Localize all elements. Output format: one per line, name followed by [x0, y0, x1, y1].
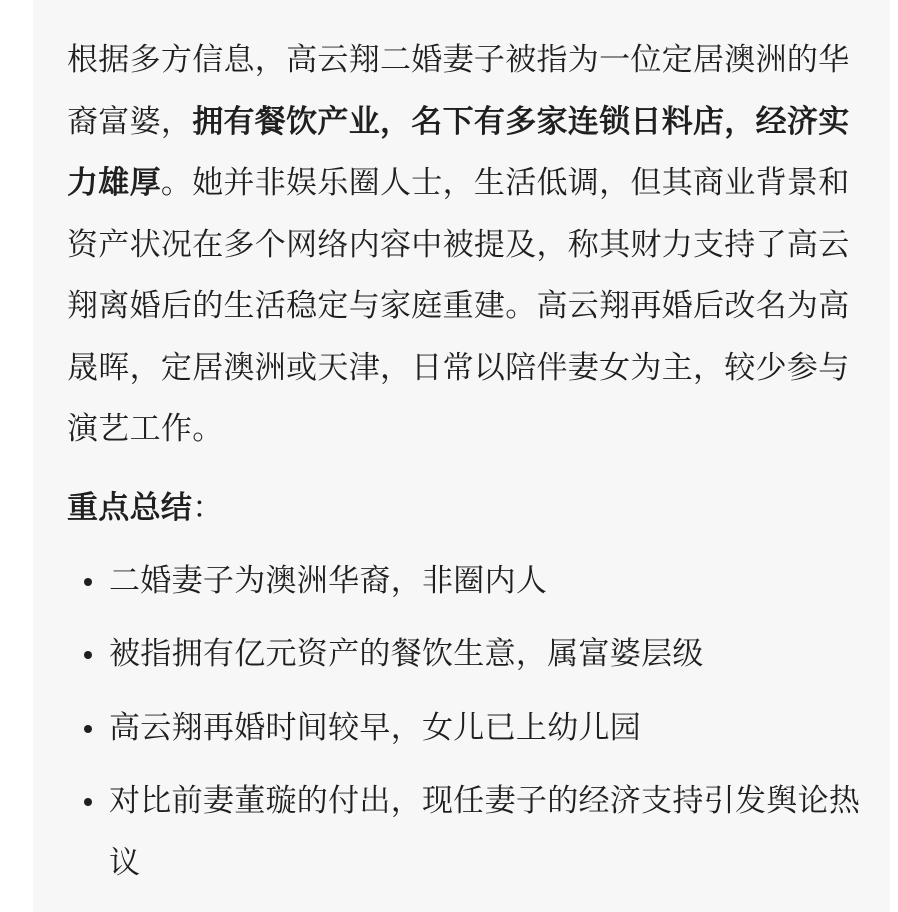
summary-item	[67, 551, 867, 613]
summary-item-text: 高云翔再婚时间较早，女儿已上幼儿园	[109, 709, 642, 746]
summary-item-text: 二婚妻子为澳洲华裔，非圈内人	[109, 562, 548, 599]
answer-content	[67, 30, 867, 906]
bullet-dot-icon	[84, 651, 92, 659]
summary-item	[67, 624, 867, 686]
summary-item	[67, 771, 867, 894]
bullet-dot-icon	[84, 725, 92, 733]
summary-heading	[67, 478, 867, 539]
summary-list	[67, 551, 867, 895]
bullet-dot-icon	[84, 798, 92, 806]
summary-colon: ：	[192, 489, 224, 526]
bullet-dot-icon	[84, 578, 92, 586]
summary-item-text: 对比前妻董璇的付出，现任妻子的经济支持引发舆论热议	[109, 783, 861, 881]
intro-bold-text: 拥有餐饮产业，名下有多家连锁日料店，经济实力雄厚	[67, 103, 850, 201]
intro-text-2: 。她并非娱乐圈人士，生活低调，但其商业背景和资产状况在多个网络内容中被提及，称其财力支持了高云翔离婚后的生活稳定与家庭重建。高云翔再婚后改名为高晟晖，定居澳洲或天津，日常以陪伴妻女为主，较少参与演艺工作。	[67, 165, 850, 447]
summary-title: 重点总结	[67, 489, 193, 526]
summary-item	[67, 698, 867, 760]
intro-paragraph	[67, 30, 867, 461]
intro-text-1: 根据多方信息，高云翔二婚妻子被指为一位定居澳洲的华裔富婆，	[67, 42, 850, 140]
summary-item-text: 被指拥有亿元资产的餐饮生意，属富婆层级	[109, 636, 704, 672]
